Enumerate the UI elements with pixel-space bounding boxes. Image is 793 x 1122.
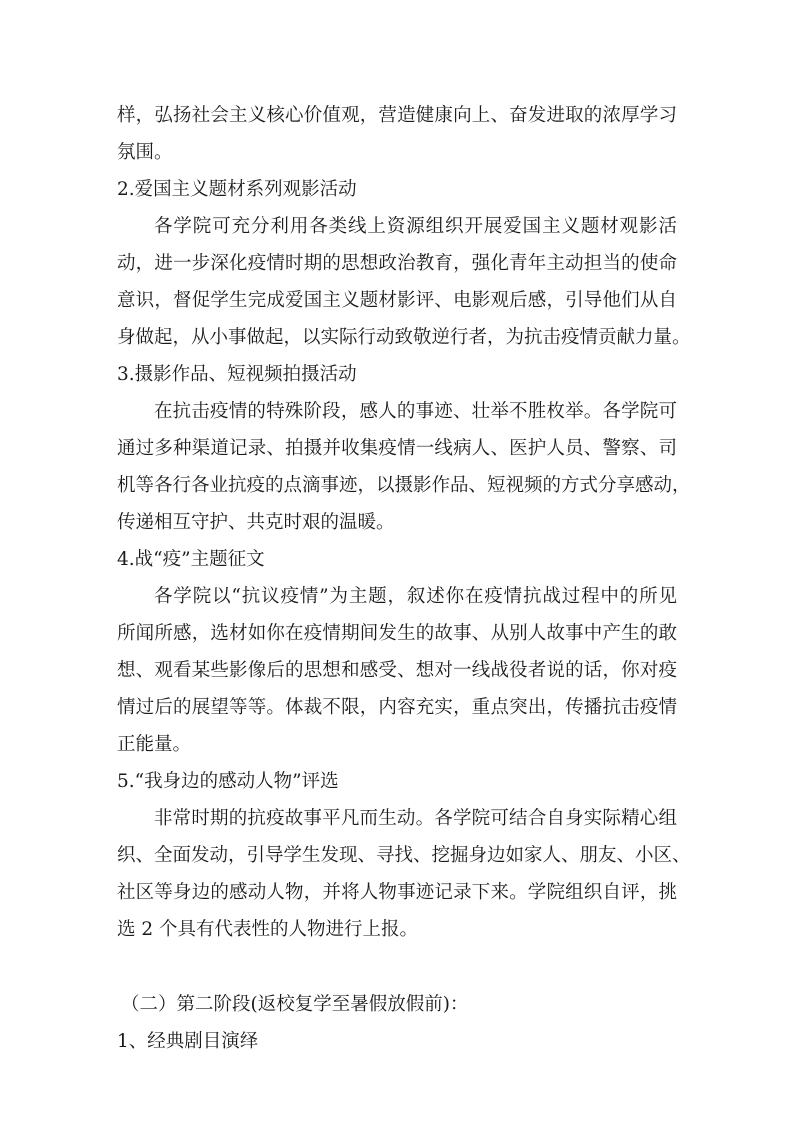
paragraph-line: 想、观看某些影像后的思想和感受、想对一线战役者说的话，你对疫 (117, 660, 677, 681)
paragraph-line: 织、全面发动，引导学生发现、寻找、挖掘身边如家人、朋友、小区、 (117, 845, 691, 866)
paragraph-line: 意识，督促学生完成爱国主义题材影评、电影观后感，引导他们从自 (117, 290, 677, 311)
paragraph-line: 选 2 个具有代表性的人物进行上报。 (117, 919, 419, 940)
section-heading: 2.爱国主义题材系列观影活动 (117, 179, 357, 200)
paragraph-line: 在抗击疫情的特殊阶段，感人的事迹、壮举不胜枚举。各学院可 (154, 401, 677, 422)
section-heading: 3.摄影作品、短视频拍摄活动 (117, 364, 357, 385)
paragraph-line: 非常时期的抗疫故事平凡而生动。各学院可结合自身实际精心组 (154, 808, 677, 829)
paragraph-line: 各学院以“抗议疫情”为主题，叙述你在疫情抗战过程中的所见 (154, 586, 677, 607)
section-heading: 4.战“疫”主题征文 (117, 549, 265, 570)
paragraph-line: 通过多种渠道记录、拍摄并收集疫情一线病人、医护人员、警察、司 (117, 438, 677, 459)
paragraph-line: 机等各行各业抗疫的点滴事迹，以摄影作品、短视频的方式分享感动， (117, 475, 691, 496)
paragraph-line: 动，进一步深化疫情时期的思想政治教育，强化青年主动担当的使命 (117, 253, 677, 274)
paragraph-line: 所闻所感，选材如你在疫情期间发生的故事、从别人故事中产生的敢 (117, 623, 677, 644)
stage-heading: （二）第二阶段(返校复学至暑假放假前)： (121, 994, 469, 1015)
section-heading: 1、经典剧目演绎 (117, 1031, 259, 1052)
paragraph-line: 社区等身边的感动人物，并将人物事迹记录下来。学院组织自评，挑 (117, 882, 677, 903)
paragraph-line: 情过后的展望等等。体裁不限，内容充实，重点突出，传播抗击疫情 (117, 697, 677, 718)
paragraph-line: 氛围。 (117, 142, 173, 163)
section-heading: 5.“我身边的感动人物”评选 (117, 771, 339, 792)
paragraph-line: 传递相互守护、共克时艰的温暖。 (117, 512, 395, 533)
paragraph-line: 身做起，从小事做起，以实际行动致敬逆行者，为抗击疫情贡献力量。 (117, 327, 691, 348)
paragraph-line: 样，弘扬社会主义核心价值观，营造健康向上、奋发进取的浓厚学习 (117, 105, 677, 126)
paragraph-line: 各学院可充分利用各类线上资源组织开展爱国主义题材观影活 (154, 216, 677, 237)
paragraph-line: 正能量。 (117, 734, 192, 755)
